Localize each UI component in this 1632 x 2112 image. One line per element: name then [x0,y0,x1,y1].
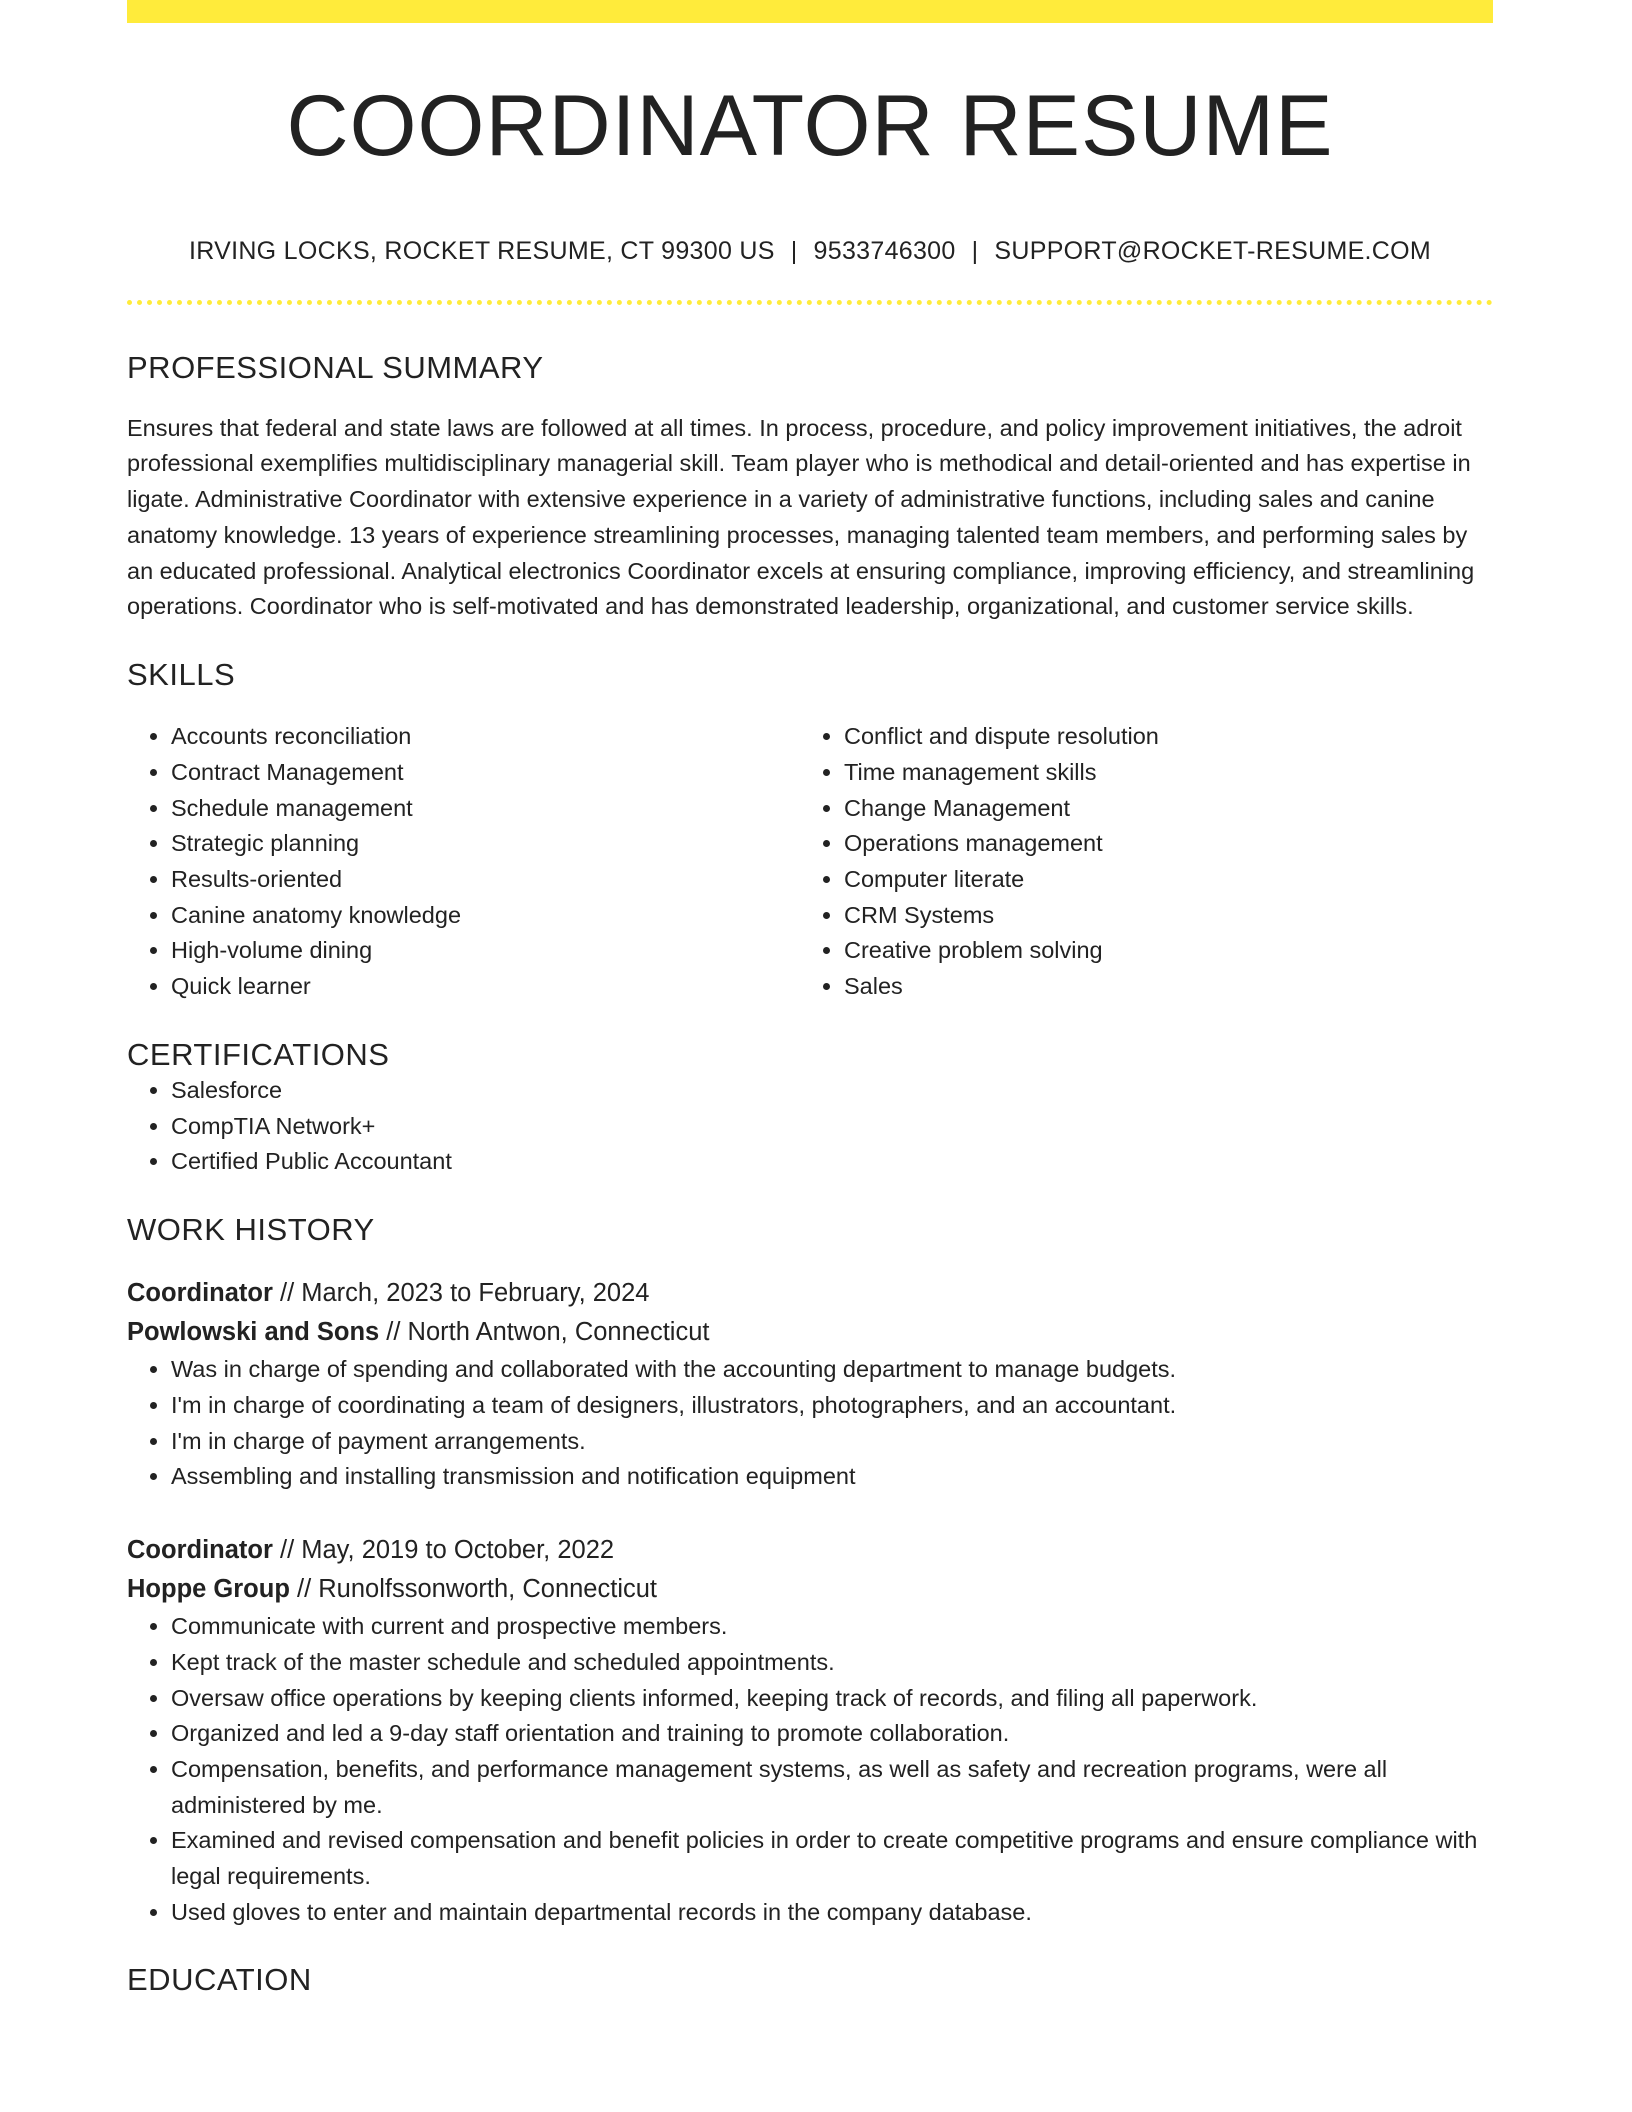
job-bullet: • Oversaw office operations by keeping clients informed, keeping track of records, and filing all paperwork. [171,1681,1493,1717]
contact-email: SUPPORT@ROCKET-RESUME.COM [994,236,1432,265]
skill-item: • Contract Management [171,755,800,791]
education-section [127,1961,1493,1998]
skill-item: • Quick learner [171,969,800,1005]
skills-column-left [127,719,800,1005]
job-role: Coordinator [127,1536,273,1565]
job-entry [127,1274,1493,1495]
certifications-section [127,1036,1493,1180]
skill-item: • Strategic planning [171,826,800,862]
skill-item: • Canine anatomy knowledge [171,898,800,934]
skill-item: • Time management skills [844,755,1473,791]
skills-column-right [800,719,1473,1005]
job-bullet: • Was in charge of spending and collaborated with the accounting department to manage budgets. [171,1352,1493,1388]
header-divider [127,300,1493,305]
certification-item: • CompTIA Network+ [171,1109,1493,1145]
section-title-certifications: CERTIFICATIONS [127,1036,390,1072]
job-entry [127,1531,1493,1930]
certification-item: • Salesforce [171,1073,1493,1109]
contact-address: IRVING LOCKS, ROCKET RESUME, CT 99300 US [188,236,775,265]
job-bullet: • Assembling and installing transmission and notification equipment [171,1459,1493,1495]
section-title-skills: SKILLS [127,657,236,692]
job-bullet: • Kept track of the master schedule and scheduled appointments. [171,1645,1493,1681]
summary-section [127,349,1493,625]
skill-item: • Operations management [844,826,1473,862]
work-history-section [127,1211,1493,1930]
job-bullet: • Examined and revised compensation and benefit policies in order to create competitive programs and ensure compliance with legal requirements. [171,1823,1493,1894]
contact-separator: | [790,236,798,265]
job-role: Coordinator [127,1279,273,1308]
job-dates: // March, 2023 to February, 2024 [272,1279,650,1308]
job-company-line [127,1313,1493,1352]
job-bullets [127,1352,1493,1495]
summary-text: Ensures that federal and state laws are followed at all times. In process, procedure, and policy improvement initiatives, the adroit professional exemplifies multidisciplinary managerial skill. Team player who is methodical and detail-oriented and has expertise in ligate. Administrative Coordinator with extensive experience in a variety of administrative functions, including sales and canine anatomy knowledge. 13 years of experience streamlining processes, managing talented team members, and performing sales by an educated professional. Analytical electronics Coordinator excels at ensuring compliance, improving efficiency, and streamlining operations. Coordinator who is self-motivated and has demonstrated leadership, organizational, and customer service skills. [127,414,1475,620]
section-title-education: EDUCATION [127,1962,312,1998]
resume-page [127,0,1493,1999]
section-title-work-history: WORK HISTORY [127,1212,375,1248]
job-bullet: • I'm in charge of coordinating a team of designers, illustrators, photographers, and an accountant. [171,1388,1493,1424]
skill-item: • Accounts reconciliation [171,719,800,755]
job-company: Hoppe Group [127,1575,290,1604]
job-bullets [127,1609,1493,1930]
contact-phone: 9533746300 [813,236,956,265]
job-bullet: • I'm in charge of payment arrangements. [171,1424,1493,1460]
skill-item: • Results-oriented [171,862,800,898]
certifications-list [127,1073,1493,1180]
job-bullet: • Communicate with current and prospective members. [171,1609,1493,1645]
job-title-line [127,1274,1493,1313]
top-accent-bar [127,0,1493,23]
skill-item: • Change Management [844,791,1473,827]
job-company-line [127,1570,1493,1609]
job-dates: // May, 2019 to October, 2022 [272,1536,615,1565]
job-bullet: • Organized and led a 9-day staff orientation and training to promote collaboration. [171,1716,1493,1752]
skill-item: • High-volume dining [171,933,800,969]
skill-item: • Conflict and dispute resolution [844,719,1473,755]
skills-grid [127,719,1493,1005]
section-title-summary: PROFESSIONAL SUMMARY [127,349,544,385]
job-bullet: • Compensation, benefits, and performance management systems, as well as safety and recreation programs, were all administered by me. [171,1752,1493,1823]
job-bullet: • Used gloves to enter and maintain departmental records in the company database. [171,1895,1493,1931]
job-location: // North Antwon, Connecticut [379,1318,710,1347]
skills-section [127,656,1493,1005]
jobs-list [127,1274,1493,1930]
skill-item: • Schedule management [171,791,800,827]
job-title-line [127,1531,1493,1570]
skill-item: • CRM Systems [844,898,1473,934]
resume-title: COORDINATOR RESUME [286,78,1334,174]
skill-item: • Creative problem solving [844,933,1473,969]
job-company: Powlowski and Sons [127,1318,380,1347]
skill-item: • Sales [844,969,1473,1005]
skill-item: • Computer literate [844,862,1473,898]
certification-item: • Certified Public Accountant [171,1144,1493,1180]
job-location: // Runolfssonworth, Connecticut [289,1575,658,1604]
contact-separator: | [971,236,979,265]
contact-line [127,236,1493,266]
